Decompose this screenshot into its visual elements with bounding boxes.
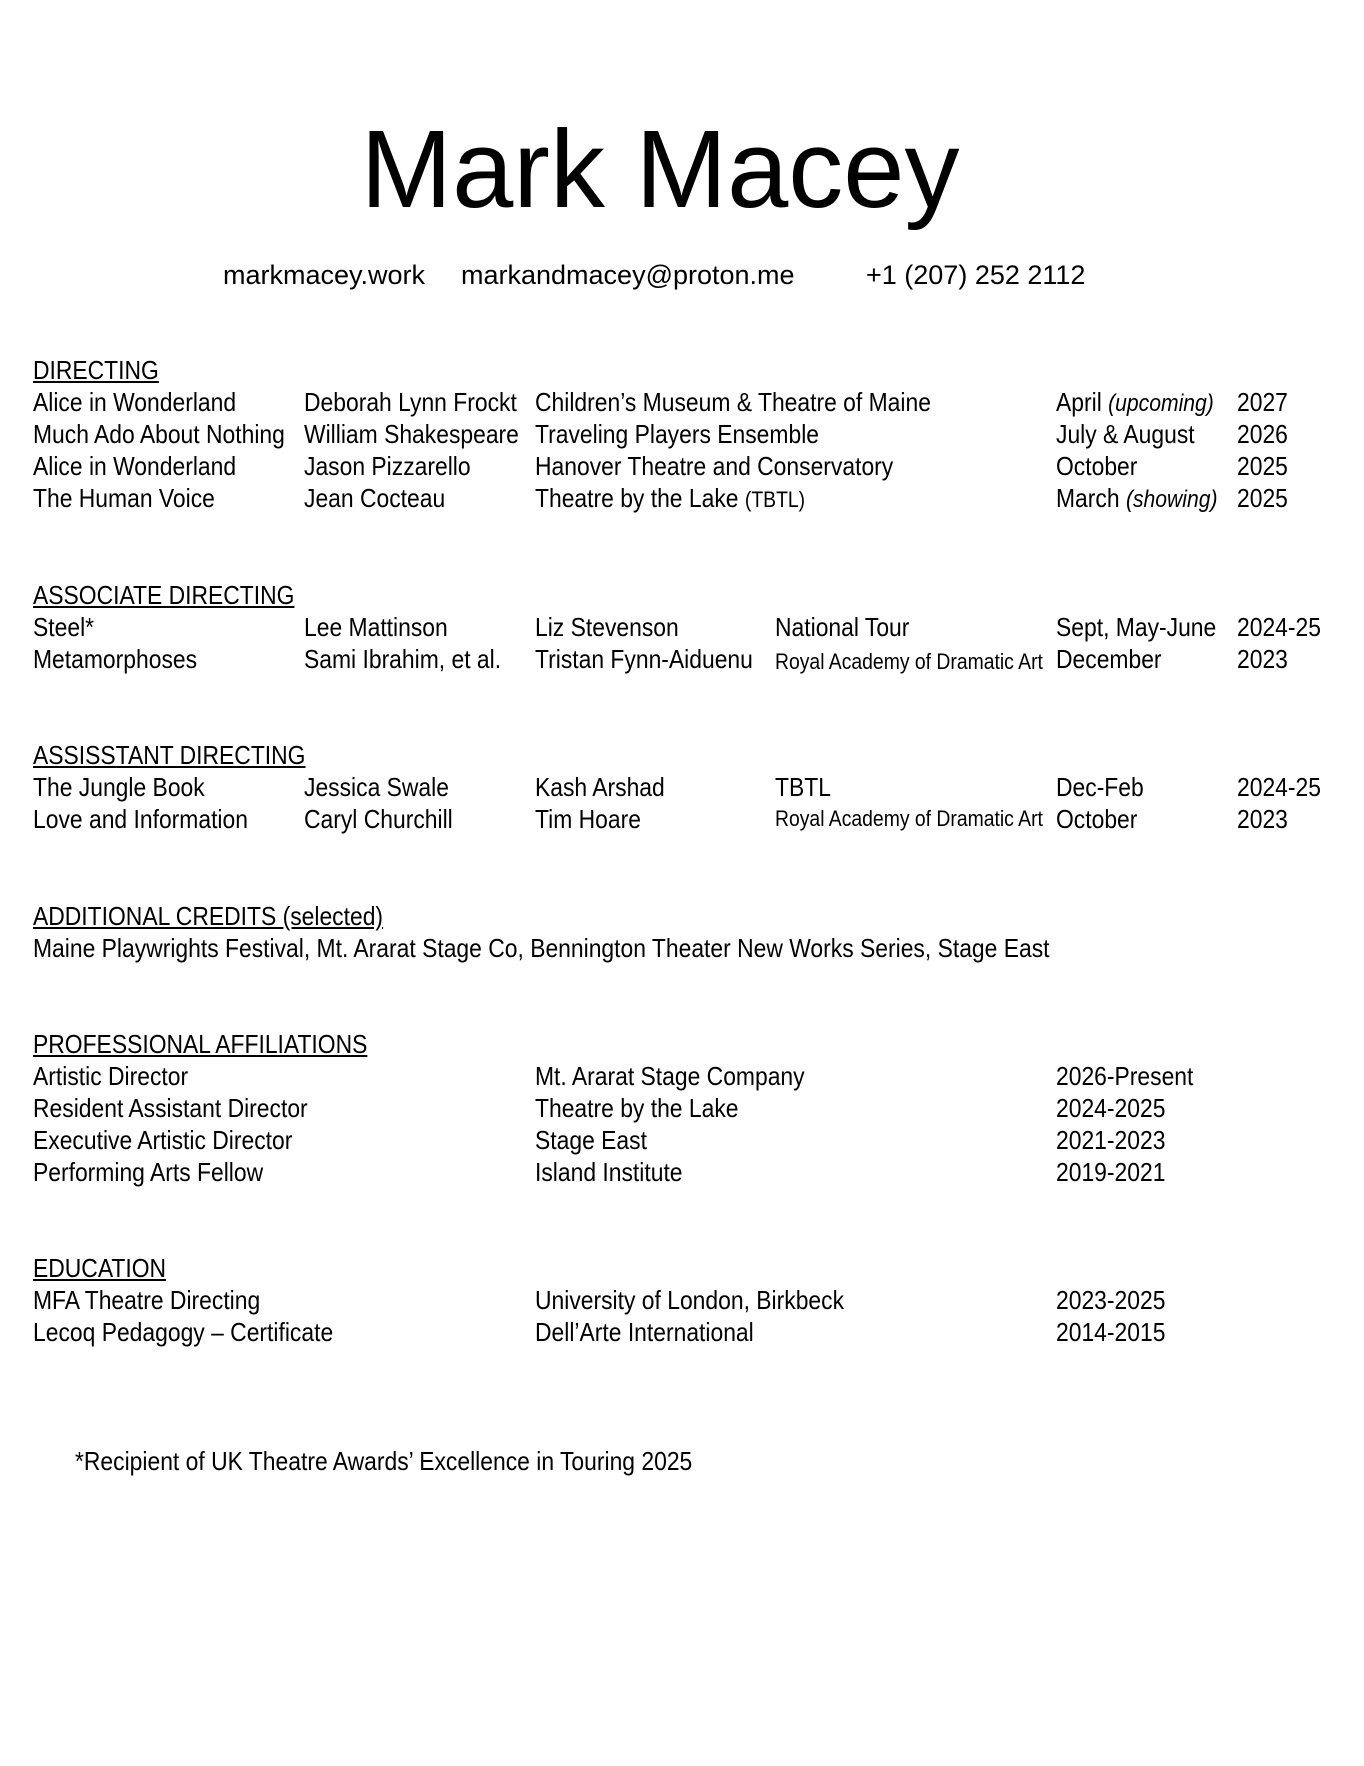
credit-title: Alice in Wonderland xyxy=(33,387,237,417)
credit-company: Royal Academy of Dramatic Art xyxy=(775,649,1043,674)
credit-month: April xyxy=(1056,387,1102,417)
email-link[interactable]: markandmacey@proton.me xyxy=(461,260,795,290)
credit-when-note: (upcoming) xyxy=(1108,390,1214,417)
page-title: Mark Macey xyxy=(360,108,960,231)
education-years: 2014-2015 xyxy=(1056,1317,1166,1347)
section-heading-additional-credits: ADDITIONAL CREDITS (selected) xyxy=(33,901,384,931)
affiliation-org: Stage East xyxy=(535,1125,647,1155)
credit-author: Caryl Churchill xyxy=(304,804,453,834)
credit-venue-name: Theatre by the Lake xyxy=(535,483,739,513)
website-link[interactable]: markmacey.work xyxy=(223,260,426,290)
credit-director: Tristan Fynn-Aiduenu xyxy=(535,644,753,674)
table-row xyxy=(0,1060,1364,1092)
section-heading-associate-directing: ASSOCIATE DIRECTING xyxy=(33,580,295,610)
table-row xyxy=(0,803,1364,835)
footnote: *Recipient of UK Theatre Awards’ Excellence in Touring 2025 xyxy=(75,1446,693,1476)
credit-company: Royal Academy of Dramatic Art xyxy=(775,806,1043,831)
credit-venue: Children’s Museum & Theatre of Maine xyxy=(535,387,931,417)
credit-company: TBTL xyxy=(775,772,831,802)
credit-venue-abbr: (TBTL) xyxy=(744,487,806,512)
education-degree: Lecoq Pedagogy – Certificate xyxy=(33,1317,334,1347)
credit-author: Jason Pizzarello xyxy=(304,451,471,481)
credit-author: William Shakespeare xyxy=(304,419,519,449)
affiliation-years: 2019-2021 xyxy=(1056,1157,1166,1187)
table-row xyxy=(0,771,1364,803)
credit-year: 2023 xyxy=(1237,804,1288,834)
credit-title: Metamorphoses xyxy=(33,644,198,674)
table-row xyxy=(0,450,1364,482)
credit-company: National Tour xyxy=(775,612,910,642)
affiliation-years: 2026-Present xyxy=(1056,1061,1194,1091)
affiliation-role: Artistic Director xyxy=(33,1061,189,1091)
table-row xyxy=(0,1092,1364,1124)
affiliation-years: 2024-2025 xyxy=(1056,1093,1166,1123)
table-row xyxy=(0,1284,1364,1316)
affiliation-org: Island Institute xyxy=(535,1157,683,1187)
credit-author: Lee Mattinson xyxy=(304,612,448,642)
section-heading-assistant-directing: ASSISSTANT DIRECTING xyxy=(33,740,306,770)
table-row xyxy=(0,1124,1364,1156)
affiliation-role: Resident Assistant Director xyxy=(33,1093,308,1123)
credit-when xyxy=(1056,386,1214,420)
credit-month: March xyxy=(1056,483,1120,513)
credit-year: 2024-25 xyxy=(1237,772,1321,802)
table-row xyxy=(0,643,1364,675)
credit-author: Deborah Lynn Frockt xyxy=(304,387,517,417)
section-heading-directing: DIRECTING xyxy=(33,355,159,385)
credit-year: 2025 xyxy=(1237,451,1288,481)
affiliation-role: Performing Arts Fellow xyxy=(33,1157,264,1187)
credit-venue: Traveling Players Ensemble xyxy=(535,419,820,449)
credit-venue: Hanover Theatre and Conservatory xyxy=(535,451,894,481)
credit-venue xyxy=(535,482,805,516)
education-school: Dell’Arte International xyxy=(535,1317,754,1347)
credit-when: October xyxy=(1056,451,1138,481)
credit-year: 2026 xyxy=(1237,419,1288,449)
table-row xyxy=(0,482,1364,514)
education-degree: MFA Theatre Directing xyxy=(33,1285,261,1315)
credit-when: October xyxy=(1056,804,1138,834)
credit-year: 2023 xyxy=(1237,644,1288,674)
credit-title: Much Ado About Nothing xyxy=(33,419,285,449)
education-years: 2023-2025 xyxy=(1056,1285,1166,1315)
additional-credits-text: Maine Playwrights Festival, Mt. Ararat Stage Co, Bennington Theater New Works Series, Stage East xyxy=(33,933,1050,963)
table-row xyxy=(0,1316,1364,1348)
table-row xyxy=(0,386,1364,418)
credit-director: Liz Stevenson xyxy=(535,612,679,642)
credit-title: Steel* xyxy=(33,612,95,642)
section-heading-education: EDUCATION xyxy=(33,1253,167,1283)
credit-author: Sami Ibrahim, et al. xyxy=(304,644,502,674)
credit-year: 2025 xyxy=(1237,483,1288,513)
credit-title: The Jungle Book xyxy=(33,772,205,802)
credit-when: December xyxy=(1056,644,1162,674)
table-row xyxy=(0,418,1364,450)
affiliation-role: Executive Artistic Director xyxy=(33,1125,293,1155)
credit-when: July & August xyxy=(1056,419,1195,449)
credit-title: Love and Information xyxy=(33,804,248,834)
section-heading-professional-affiliations: PROFESSIONAL AFFILIATIONS xyxy=(33,1029,368,1059)
credit-title: Alice in Wonderland xyxy=(33,451,237,481)
affiliation-org: Theatre by the Lake xyxy=(535,1093,739,1123)
credit-year: 2024-25 xyxy=(1237,612,1321,642)
education-school: University of London, Birkbeck xyxy=(535,1285,845,1315)
credit-author: Jean Cocteau xyxy=(304,483,446,513)
affiliation-org: Mt. Ararat Stage Company xyxy=(535,1061,805,1091)
phone-number: +1 (207) 252 2112 xyxy=(866,260,1086,290)
affiliation-years: 2021-2023 xyxy=(1056,1125,1166,1155)
credit-title: The Human Voice xyxy=(33,483,215,513)
credit-author: Jessica Swale xyxy=(304,772,449,802)
table-row xyxy=(0,611,1364,643)
table-row xyxy=(0,1156,1364,1188)
credit-when-note: (showing) xyxy=(1125,486,1218,513)
credit-when xyxy=(1056,482,1218,516)
credit-when: Sept, May-June xyxy=(1056,612,1217,642)
credit-year: 2027 xyxy=(1237,387,1288,417)
credit-when: Dec-Feb xyxy=(1056,772,1144,802)
credit-director: Kash Arshad xyxy=(535,772,665,802)
credit-director: Tim Hoare xyxy=(535,804,641,834)
